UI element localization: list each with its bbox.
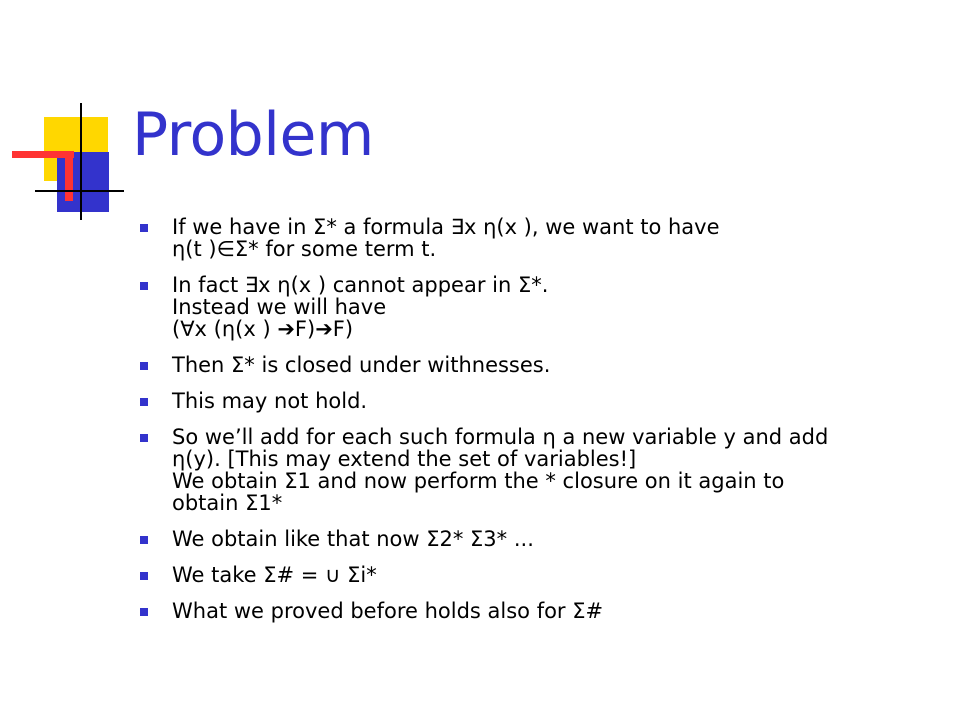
deco-red-bar-vertical	[65, 151, 73, 201]
bullet-line: This may not hold.	[172, 389, 368, 413]
bullet-line: Then Σ* is closed under withnesses.	[172, 353, 551, 377]
bullet-marker	[140, 224, 148, 232]
bullet-line: obtain Σ1*	[172, 491, 283, 515]
bullet-line: Instead we will have	[172, 295, 387, 319]
bullet-line: η(t )∈Σ* for some term t.	[172, 237, 437, 261]
bullet-item	[140, 390, 940, 412]
bullet-item	[140, 564, 940, 586]
bullet-line: We obtain like that now Σ2* Σ3* ...	[172, 527, 534, 551]
bullet-item	[140, 528, 940, 550]
bullet-line: We take Σ# = ∪ Σi*	[172, 563, 377, 587]
bullet-line: In fact ∃x η(x ) cannot appear in Σ*.	[172, 273, 549, 297]
bullet-item	[140, 354, 940, 376]
bullet-marker	[140, 398, 148, 406]
bullet-item	[140, 600, 940, 622]
bullet-marker	[140, 536, 148, 544]
deco-black-vertical-line	[80, 103, 82, 220]
bullet-line: So we’ll add for each such formula η a new variable y and add	[172, 425, 829, 449]
bullet-marker	[140, 608, 148, 616]
bullet-line: We obtain Σ1 and now perform the * closure on it again to	[172, 469, 785, 493]
deco-black-horizontal-line	[35, 190, 124, 192]
bullet-line: What we proved before holds also for Σ#	[172, 599, 604, 623]
bullet-marker	[140, 282, 148, 290]
bullet-marker	[140, 362, 148, 370]
bullet-line: (∀x (η(x ) ➔F)➔F)	[172, 317, 354, 341]
bullet-marker	[140, 434, 148, 442]
bullet-marker	[140, 572, 148, 580]
bullet-item	[140, 216, 940, 260]
bullet-line: η(y). [This may extend the set of variables!]	[172, 447, 637, 471]
bullet-line: If we have in Σ* a formula ∃x η(x ), we want to have	[172, 215, 720, 239]
bullet-item	[140, 426, 940, 514]
bullet-item	[140, 274, 940, 340]
slide-title: Problem	[132, 100, 374, 170]
bullet-list	[140, 216, 940, 636]
